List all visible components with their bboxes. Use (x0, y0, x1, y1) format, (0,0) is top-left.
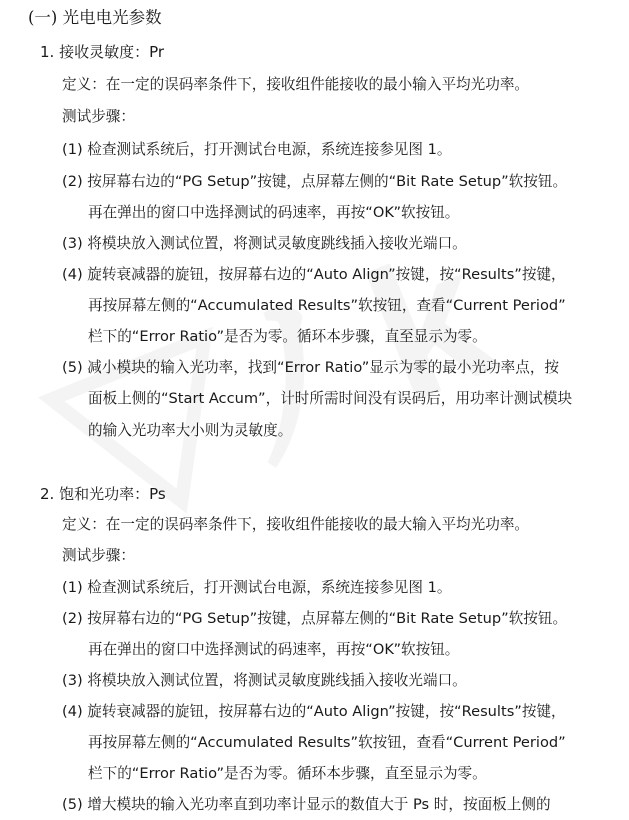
step-line: (1) 检查测试系统后，打开测试台电源，系统连接参见图 1。 (62, 579, 452, 596)
section-definition: 定义：在一定的误码率条件下，接收组件能接收的最大输入平均光功率。 (62, 516, 530, 533)
step-line: 栏下的“Error Ratio”是否为零。循环本步骤，直至显示为零。 (88, 328, 487, 345)
step-line: (4) 旋转衰减器的旋钮，按屏幕右边的“Auto Align”按键，按“Results”按键， (62, 703, 566, 720)
steps-label: 测试步骤： (62, 108, 135, 125)
step-line: (3) 将模块放入测试位置，将测试灵敏度跳线插入接收光端口。 (62, 235, 467, 252)
step-line: 的输入光功率大小则为灵敏度。 (88, 422, 293, 439)
steps-label: 测试步骤： (62, 547, 135, 564)
step-line: (3) 将模块放入测试位置，将测试灵敏度跳线插入接收光端口。 (62, 672, 467, 689)
section-definition: 定义：在一定的误码率条件下，接收组件能接收的最小输入平均光功率。 (62, 76, 530, 93)
step-line: 再在弹出的窗口中选择测试的码速率，再按“OK”软按钮。 (88, 641, 460, 658)
step-line: (5) 减小模块的输入光功率，找到“Error Ratio”显示为零的最小光功率点，按 (62, 359, 560, 376)
section-heading: 2. 饱和光功率：Ps (40, 485, 166, 503)
step-line: 再按屏幕左侧的“Accumulated Results”软按钮，查看“Current Period” (88, 734, 566, 751)
step-line: (2) 按屏幕右边的“PG Setup”按键，点屏幕左侧的“Bit Rate Setup”软按钮。 (62, 173, 568, 190)
step-line: 再按屏幕左侧的“Accumulated Results”软按钮，查看“Current Period” (88, 297, 566, 314)
page-title: (一) 光电电光参数 (28, 8, 162, 27)
section-heading: 1. 接收灵敏度：Pr (40, 43, 165, 61)
step-line: (5) 增大模块的输入光功率直到功率计显示的数值大于 Ps 时，按面板上侧的 (62, 796, 551, 813)
step-line: (4) 旋转衰减器的旋钮，按屏幕右边的“Auto Align”按键，按“Results”按键， (62, 266, 566, 283)
step-line: (1) 检查测试系统后，打开测试台电源，系统连接参见图 1。 (62, 141, 452, 158)
step-line: 再在弹出的窗口中选择测试的码速率，再按“OK”软按钮。 (88, 204, 460, 221)
step-line: 面板上侧的“Start Accum”，计时所需时间没有误码后，用功率计测试模块 (88, 390, 573, 407)
step-line: (2) 按屏幕右边的“PG Setup”按键，点屏幕左侧的“Bit Rate Setup”软按钮。 (62, 610, 568, 627)
step-line: 栏下的“Error Ratio”是否为零。循环本步骤，直至显示为零。 (88, 765, 487, 782)
